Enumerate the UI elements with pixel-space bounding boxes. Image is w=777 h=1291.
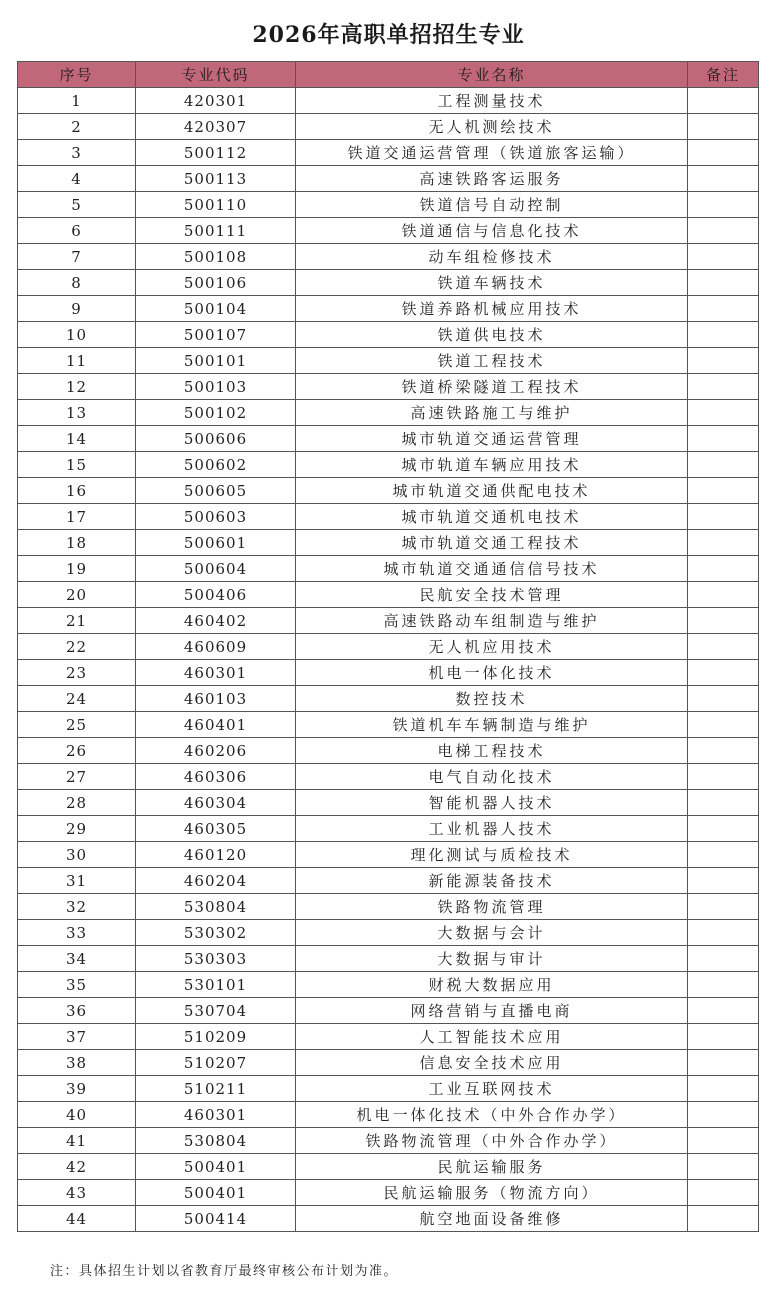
index-cell: 15 [18,452,136,478]
remark-cell [688,1128,759,1154]
remark-cell [688,166,759,192]
code-cell: 500601 [136,530,296,556]
index-cell: 2 [18,114,136,140]
code-cell: 420301 [136,88,296,114]
major-name-cell: 大数据与审计 [296,946,688,972]
table-row [18,114,759,140]
code-cell: 530804 [136,894,296,920]
table-row [18,348,759,374]
major-name-cell: 机电一体化技术 [296,660,688,686]
code-cell: 500102 [136,400,296,426]
index-cell: 3 [18,140,136,166]
index-cell: 29 [18,816,136,842]
remark-cell [688,816,759,842]
major-name-cell: 铁道信号自动控制 [296,192,688,218]
major-name-cell: 数控技术 [296,686,688,712]
header-row [18,62,759,88]
remark-cell [688,114,759,140]
index-cell: 19 [18,556,136,582]
code-cell: 500604 [136,556,296,582]
table-row [18,894,759,920]
table-row [18,946,759,972]
table-row [18,764,759,790]
index-cell: 4 [18,166,136,192]
remark-cell [688,660,759,686]
index-cell: 13 [18,400,136,426]
table-row [18,530,759,556]
remark-cell [688,1050,759,1076]
major-name-cell: 铁道机车车辆制造与维护 [296,712,688,738]
remark-cell [688,322,759,348]
table-row [18,218,759,244]
table-row [18,504,759,530]
index-cell: 6 [18,218,136,244]
major-name-cell: 铁道交通运营管理（铁道旅客运输） [296,140,688,166]
table-row [18,556,759,582]
table-row [18,686,759,712]
remark-cell [688,1154,759,1180]
remark-cell [688,504,759,530]
index-cell: 5 [18,192,136,218]
code-cell: 460301 [136,1102,296,1128]
remark-cell [688,296,759,322]
code-cell: 530101 [136,972,296,998]
major-name-cell: 财税大数据应用 [296,972,688,998]
code-cell: 530704 [136,998,296,1024]
table-row [18,582,759,608]
index-cell: 21 [18,608,136,634]
remark-cell [688,1024,759,1050]
table-row [18,1050,759,1076]
major-name-cell: 民航安全技术管理 [296,582,688,608]
major-name-cell: 网络营销与直播电商 [296,998,688,1024]
index-cell: 31 [18,868,136,894]
table-row [18,1180,759,1206]
code-cell: 500101 [136,348,296,374]
code-cell: 500414 [136,1206,296,1232]
table-row [18,1128,759,1154]
index-cell: 41 [18,1128,136,1154]
major-name-cell: 新能源装备技术 [296,868,688,894]
remark-cell [688,1076,759,1102]
remark-cell [688,842,759,868]
majors-table [17,61,759,1232]
code-cell: 460306 [136,764,296,790]
remark-cell [688,920,759,946]
table-row [18,1206,759,1232]
code-cell: 500603 [136,504,296,530]
major-name-cell: 无人机测绘技术 [296,114,688,140]
major-name-cell: 铁道工程技术 [296,348,688,374]
major-name-cell: 电梯工程技术 [296,738,688,764]
code-cell: 460304 [136,790,296,816]
code-cell: 530804 [136,1128,296,1154]
code-cell: 460402 [136,608,296,634]
remark-cell [688,712,759,738]
major-name-cell: 铁道养路机械应用技术 [296,296,688,322]
code-cell: 420307 [136,114,296,140]
table-row [18,1076,759,1102]
table-row [18,842,759,868]
table-row [18,244,759,270]
index-cell: 20 [18,582,136,608]
table-row [18,296,759,322]
remark-cell [688,582,759,608]
index-cell: 42 [18,1154,136,1180]
index-cell: 35 [18,972,136,998]
major-name-cell: 铁路物流管理（中外合作办学） [296,1128,688,1154]
index-cell: 38 [18,1050,136,1076]
index-cell: 22 [18,634,136,660]
table-row [18,140,759,166]
code-cell: 500406 [136,582,296,608]
table-row [18,660,759,686]
major-name-cell: 铁道车辆技术 [296,270,688,296]
index-cell: 37 [18,1024,136,1050]
remark-cell [688,1102,759,1128]
code-cell: 460204 [136,868,296,894]
table-body [18,88,759,1232]
major-name-cell: 人工智能技术应用 [296,1024,688,1050]
table-row [18,478,759,504]
remark-cell [688,270,759,296]
table-row [18,426,759,452]
major-name-cell: 城市轨道交通机电技术 [296,504,688,530]
index-cell: 1 [18,88,136,114]
code-cell: 500401 [136,1180,296,1206]
major-name-cell: 城市轨道交通工程技术 [296,530,688,556]
remark-cell [688,738,759,764]
code-cell: 460206 [136,738,296,764]
remark-cell [688,452,759,478]
remark-cell [688,790,759,816]
major-name-cell: 高速铁路施工与维护 [296,400,688,426]
table-row [18,192,759,218]
index-cell: 40 [18,1102,136,1128]
table-row [18,1102,759,1128]
index-cell: 10 [18,322,136,348]
major-name-cell: 工业互联网技术 [296,1076,688,1102]
table-row [18,790,759,816]
table-row [18,1154,759,1180]
table-row [18,166,759,192]
major-name-cell: 民航运输服务 [296,1154,688,1180]
remark-cell [688,374,759,400]
table-row [18,452,759,478]
remark-cell [688,972,759,998]
index-cell: 8 [18,270,136,296]
code-cell: 500103 [136,374,296,400]
code-cell: 530303 [136,946,296,972]
table-row [18,738,759,764]
index-cell: 43 [18,1180,136,1206]
major-name-cell: 无人机应用技术 [296,634,688,660]
code-cell: 460305 [136,816,296,842]
footnote: 注：具体招生计划以省教育厅最终审核公布计划为准。 [50,1264,399,1279]
index-cell: 26 [18,738,136,764]
table-row [18,374,759,400]
remark-cell [688,88,759,114]
index-cell: 11 [18,348,136,374]
index-cell: 9 [18,296,136,322]
code-cell: 500110 [136,192,296,218]
code-cell: 460120 [136,842,296,868]
table-row [18,634,759,660]
index-cell: 17 [18,504,136,530]
table-row [18,88,759,114]
page-title: 2026年高职单招招生专业 [252,22,525,48]
major-name-cell: 铁道供电技术 [296,322,688,348]
major-name-cell: 城市轨道交通通信信号技术 [296,556,688,582]
index-cell: 32 [18,894,136,920]
index-cell: 27 [18,764,136,790]
table-row [18,712,759,738]
index-cell: 25 [18,712,136,738]
major-name-cell: 航空地面设备维修 [296,1206,688,1232]
table-row [18,270,759,296]
table-row [18,998,759,1024]
remark-cell [688,244,759,270]
index-cell: 16 [18,478,136,504]
code-cell: 500401 [136,1154,296,1180]
code-cell: 460301 [136,660,296,686]
header-major-name: 专业名称 [296,62,688,88]
major-name-cell: 民航运输服务（物流方向） [296,1180,688,1206]
remark-cell [688,998,759,1024]
major-name-cell: 工业机器人技术 [296,816,688,842]
table-row [18,816,759,842]
table-row [18,972,759,998]
index-cell: 34 [18,946,136,972]
code-cell: 500606 [136,426,296,452]
remark-cell [688,218,759,244]
code-cell: 500112 [136,140,296,166]
major-name-cell: 智能机器人技术 [296,790,688,816]
remark-cell [688,530,759,556]
remark-cell [688,556,759,582]
major-name-cell: 城市轨道交通运营管理 [296,426,688,452]
major-name-cell: 铁道桥梁隧道工程技术 [296,374,688,400]
major-name-cell: 高速铁路客运服务 [296,166,688,192]
index-cell: 14 [18,426,136,452]
major-name-cell: 大数据与会计 [296,920,688,946]
remark-cell [688,764,759,790]
table-row [18,608,759,634]
index-cell: 30 [18,842,136,868]
code-cell: 460609 [136,634,296,660]
table-header [18,62,759,88]
remark-cell [688,192,759,218]
major-name-cell: 高速铁路动车组制造与维护 [296,608,688,634]
major-name-cell: 城市轨道交通供配电技术 [296,478,688,504]
remark-cell [688,1206,759,1232]
index-cell: 33 [18,920,136,946]
major-name-cell: 信息安全技术应用 [296,1050,688,1076]
index-cell: 24 [18,686,136,712]
remark-cell [688,894,759,920]
major-name-cell: 动车组检修技术 [296,244,688,270]
table-row [18,1024,759,1050]
remark-cell [688,348,759,374]
header-index: 序号 [18,62,136,88]
code-cell: 510207 [136,1050,296,1076]
table-row [18,400,759,426]
code-cell: 500605 [136,478,296,504]
code-cell: 530302 [136,920,296,946]
remark-cell [688,140,759,166]
major-name-cell: 电气自动化技术 [296,764,688,790]
code-cell: 510209 [136,1024,296,1050]
remark-cell [688,608,759,634]
code-cell: 500107 [136,322,296,348]
code-cell: 500113 [136,166,296,192]
header-remark: 备注 [688,62,759,88]
table-row [18,868,759,894]
code-cell: 510211 [136,1076,296,1102]
major-name-cell: 机电一体化技术（中外合作办学） [296,1102,688,1128]
header-code: 专业代码 [136,62,296,88]
code-cell: 460401 [136,712,296,738]
index-cell: 18 [18,530,136,556]
index-cell: 36 [18,998,136,1024]
code-cell: 500602 [136,452,296,478]
code-cell: 500111 [136,218,296,244]
table-row [18,920,759,946]
remark-cell [688,478,759,504]
remark-cell [688,400,759,426]
index-cell: 39 [18,1076,136,1102]
major-name-cell: 城市轨道车辆应用技术 [296,452,688,478]
remark-cell [688,426,759,452]
code-cell: 500108 [136,244,296,270]
remark-cell [688,1180,759,1206]
index-cell: 12 [18,374,136,400]
major-name-cell: 理化测试与质检技术 [296,842,688,868]
remark-cell [688,946,759,972]
index-cell: 28 [18,790,136,816]
remark-cell [688,686,759,712]
major-name-cell: 铁路物流管理 [296,894,688,920]
remark-cell [688,634,759,660]
index-cell: 7 [18,244,136,270]
code-cell: 500104 [136,296,296,322]
major-name-cell: 铁道通信与信息化技术 [296,218,688,244]
remark-cell [688,868,759,894]
index-cell: 23 [18,660,136,686]
code-cell: 500106 [136,270,296,296]
major-name-cell: 工程测量技术 [296,88,688,114]
table-row [18,322,759,348]
code-cell: 460103 [136,686,296,712]
index-cell: 44 [18,1206,136,1232]
